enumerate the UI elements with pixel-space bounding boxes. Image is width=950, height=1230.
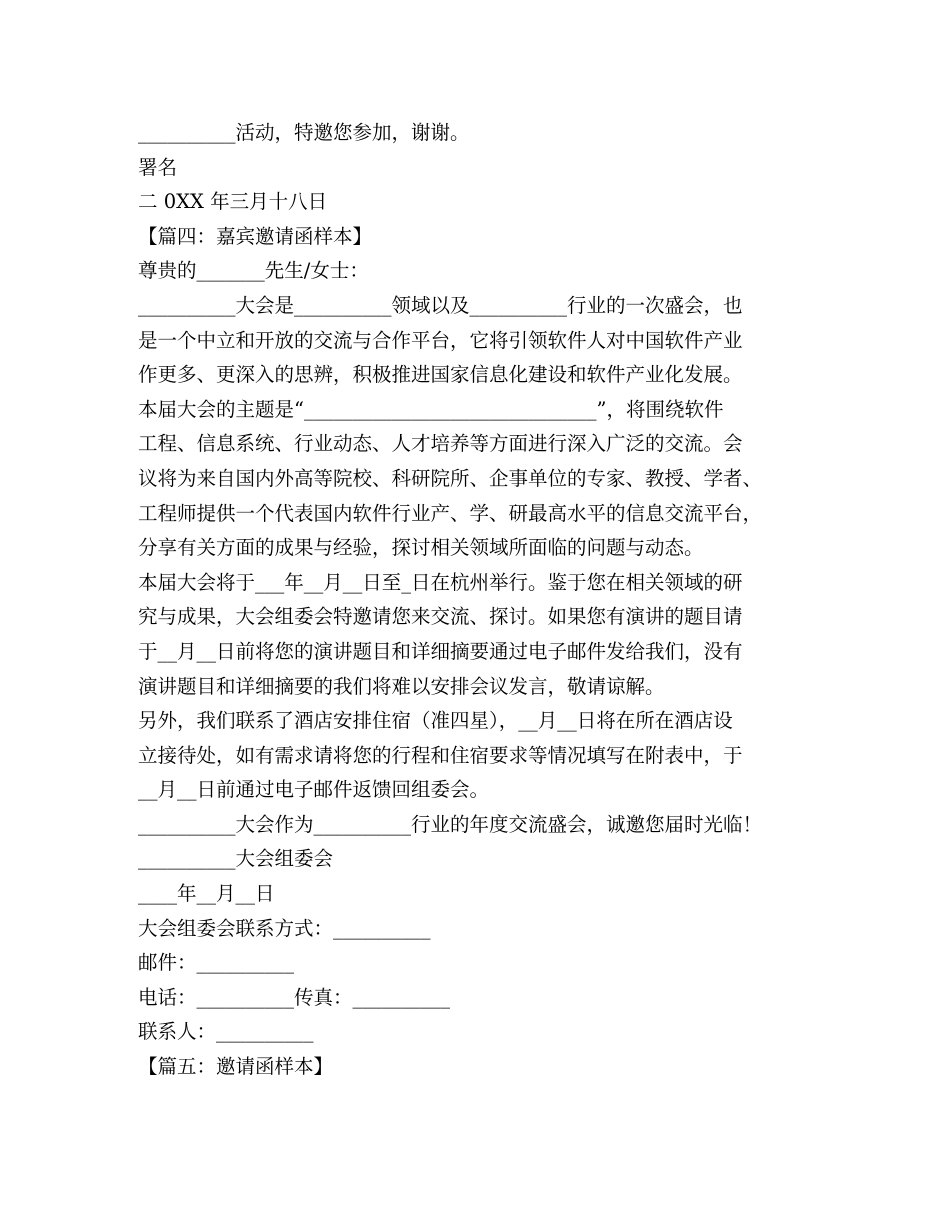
text-line: 议将为来自国内外高等院校、科研院所、企事单位的专家、教授、学者、 <box>138 466 763 490</box>
text-line: 是一个中立和开放的交流与合作平台，它将引领软件人对中国软件产业 <box>138 328 743 352</box>
text-line: 本届大会将于___年__月__日至_日在杭州举行。鉴于您在相关领域的研 <box>138 570 743 594</box>
text-line: 本届大会的主题是“______________________________”，将围绕软件 <box>138 397 724 421</box>
phone-fax-line: 电话：__________传真：__________ <box>138 985 451 1009</box>
text-line: 演讲题目和详细摘要的我们将难以安排会议发言，敬请谅解。 <box>138 674 665 698</box>
section-heading: 【篇五：邀请函样本】 <box>138 1055 334 1079</box>
date-line: 二 0XX 年三月十八日 <box>138 190 328 214</box>
document-body <box>138 116 828 1085</box>
contact-line: 大会组委会联系方式：__________ <box>138 916 431 940</box>
signature-line: 署名 <box>138 155 178 179</box>
text-line: __月__日前通过电子邮件返馈回组委会。 <box>138 778 490 802</box>
text-line: 作更多、更深入的思辨，积极推进国家信息化建设和软件产业化发展。 <box>138 363 743 387</box>
text-line: __________活动，特邀您参加，谢谢。 <box>138 121 470 144</box>
date-line: ____年__月__日 <box>138 882 275 906</box>
section-heading: 【篇四：嘉宾邀请函样本】 <box>138 224 373 248</box>
text-line: __________大会是__________领域以及__________行业的一次盛会，也 <box>138 293 743 317</box>
salutation-line: 尊贵的_______先生/女士： <box>138 259 369 283</box>
contact-person-line: 联系人：__________ <box>138 1020 314 1044</box>
text-line: 另外，我们联系了酒店安排住宿（准四星），__月__日将在所在酒店设 <box>138 709 733 733</box>
organizer-line: __________大会组委会 <box>138 847 334 871</box>
text-line: 分享有关方面的成果与经验，探讨相关领域所面临的问题与动态。 <box>138 536 704 560</box>
text-line: 究与成果，大会组委会特邀请您来交流、探讨。如果您有演讲的题目请 <box>138 605 743 629</box>
text-line: 于__月__日前将您的演讲题目和详细摘要通过电子邮件发给我们，没有 <box>138 639 743 663</box>
text-line: 工程、信息系统、行业动态、人才培养等方面进行深入广泛的交流。会 <box>138 432 743 456</box>
text-line: __________大会作为__________行业的年度交流盛会，诚邀您届时光临！ <box>138 812 763 836</box>
text-line: 立接待处，如有需求请将您的行程和住宿要求等情况填写在附表中，于 <box>138 743 743 767</box>
email-line: 邮件：__________ <box>138 951 295 975</box>
text-line: 工程师提供一个代表国内软件行业产、学、研最高水平的信息交流平台， <box>138 501 763 525</box>
